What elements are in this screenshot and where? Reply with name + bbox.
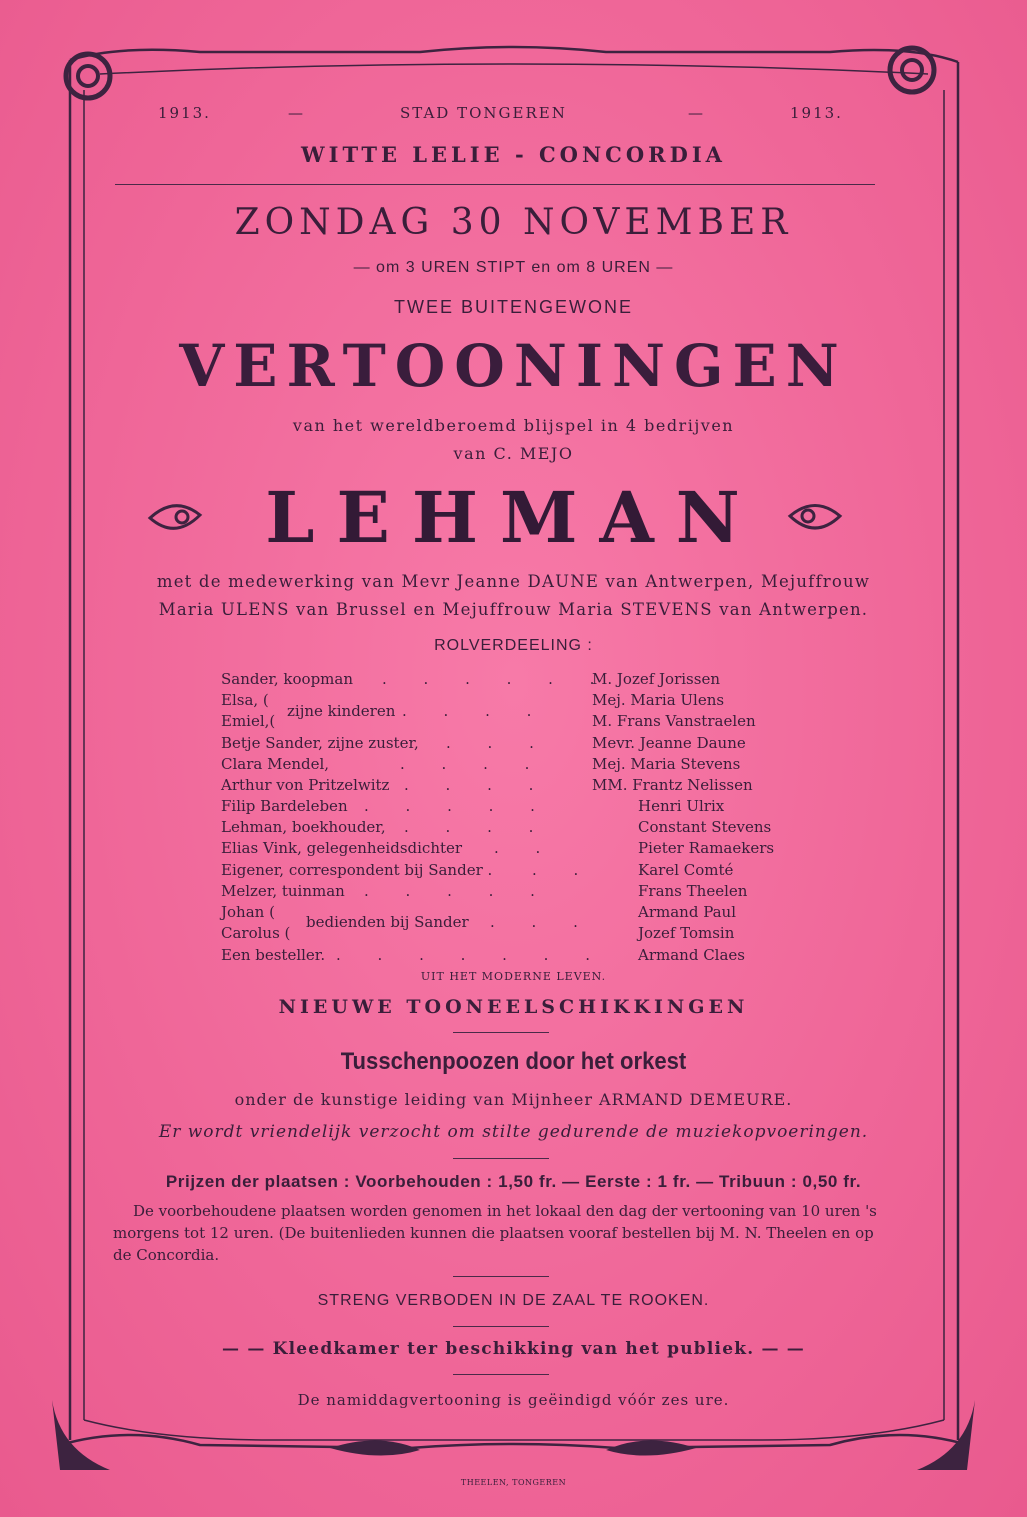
event-subtitle: van het wereldberoemd blijspel in 4 bedrijven — [292, 416, 735, 435]
reservation-paragraph: De voorbehoudene plaatsen worden genomen in het lokaal den dag der vertooning van 10 uren 's morgens tot 12 uren. (De buitenlieden kunnen die plaatsen vooraf bestellen bij M. N. Theelen en op de Concordia. — [113, 1202, 877, 1264]
cast-actor: Frans Theelen — [638, 882, 748, 900]
cast-heading: ROLVERDEELING : — [434, 637, 593, 654]
dot-leader: . . . . — [404, 818, 550, 836]
dash-right: — — [688, 104, 705, 122]
cast-role: Emiel,( — [221, 712, 276, 730]
cast-actor: M. Frans Vanstraelen — [592, 712, 756, 730]
orchestra-heading: Tusschenpoozen door het orkest — [340, 1048, 687, 1075]
cast-role: Eigener, correspondent bij Sander . — [221, 861, 493, 879]
event-date: ZONDAG 30 NOVEMBER — [234, 202, 793, 243]
cast-role: Johan ( — [221, 903, 275, 921]
cast-actor: Mej. Maria Ulens — [592, 691, 725, 709]
short-rule — [453, 1326, 549, 1327]
play-title: LEHMAN — [265, 476, 762, 559]
cast-actor: Armand Claes — [638, 946, 745, 964]
dot-leader: . . . . . — [364, 882, 551, 900]
event-title: VERTOONINGEN — [179, 332, 848, 400]
cooperation-line-1: met de medewerking van Mevr Jeanne DAUNE van Antwerpen, Mejuffrouw — [156, 572, 871, 591]
cast-role: Clara Mendel, — [221, 755, 330, 773]
short-rule — [453, 1032, 549, 1033]
cast-actor: Pieter Ramaekers — [638, 839, 775, 857]
printer-credit: THEELEN, TONGEREN — [460, 1478, 567, 1487]
cast-actor: Mevr. Jeanne Daune — [592, 734, 746, 752]
dot-leader: . . . . . . . — [336, 946, 606, 964]
cast-role: Lehman, boekhouder, — [221, 818, 386, 836]
event-pre-title: TWEE BUITENGEWONE — [393, 297, 633, 317]
dot-leader: . . . . — [402, 702, 548, 720]
dot-leader: . . . — [446, 734, 550, 752]
price-line: Prijzen der plaatsen : Voorbehouden : 1,50 fr. — Eerste : 1 fr. — Tribuun : 0,50 fr. — [165, 1172, 862, 1191]
society-name: WITTE LELIE - CONCORDIA — [301, 142, 726, 167]
header-rule — [115, 184, 875, 185]
cast-actor: M. Jozef Jorissen — [592, 670, 720, 688]
cast-actor: Karel Comté — [638, 861, 734, 879]
cast-role: Arthur von Pritzelwitz — [221, 776, 390, 794]
cooperation-line-2: Maria ULENS van Brussel en Mejuffrouw Maria STEVENS van Antwerpen. — [158, 600, 869, 619]
cast-actor: Jozef Tomsin — [638, 924, 735, 942]
cast-role: Sander, koopman — [221, 670, 353, 688]
cast-role: Filip Bardeleben — [221, 797, 348, 815]
year-right: 1913. — [790, 104, 843, 122]
silence-request: Er wordt vriendelijk verzocht om stilte gedurende de muziekopvoeringen. — [158, 1122, 869, 1142]
event-author: van C. MEJO — [453, 444, 574, 463]
cast-actor: Constant Stevens — [638, 818, 772, 836]
cast-role: Een besteller. — [221, 946, 326, 964]
cloakroom-notice: — — Kleedkamer ter beschikking van het publiek. — — — [222, 1339, 805, 1359]
dot-leader: . . . — [490, 913, 594, 931]
cast-role: Melzer, tuinman — [221, 882, 345, 900]
cast-role: Elsa, ( — [221, 691, 269, 709]
cast-actor: MM. Frantz Nelissen — [592, 776, 753, 794]
city-name: STAD TONGEREN — [400, 104, 567, 122]
orchestra-leader: onder de kunstige leiding van Mijnheer ARMAND DEMEURE. — [234, 1090, 793, 1109]
short-rule — [453, 1276, 549, 1277]
cast-role: Betje Sander, zijne zuster, — [221, 734, 419, 752]
event-times: — om 3 UREN STIPT en om 8 UREN — — [353, 259, 674, 276]
moderne-leven-note: UIT HET MODERNE LEVEN. — [420, 970, 607, 983]
cast-role: Carolus ( — [221, 924, 291, 942]
dot-leader: . . — [532, 861, 595, 879]
nieuwe-schikkingen: NIEUWE TOONEELSCHIKKINGEN — [278, 996, 749, 1018]
year-left: 1913. — [158, 104, 211, 122]
dot-leader: . . . . . . — [382, 670, 611, 688]
cast-group-label: zijne kinderen — [287, 702, 396, 720]
dot-leader: . . — [494, 839, 557, 857]
dash-left: — — [288, 104, 305, 122]
dot-leader: . . . . . — [364, 797, 551, 815]
cast-group-label: bedienden bij Sander — [306, 913, 469, 931]
dot-leader: . . . . — [400, 755, 546, 773]
dot-leader: . . . . — [404, 776, 550, 794]
short-rule — [453, 1374, 549, 1375]
cast-actor: Henri Ulrix — [638, 797, 725, 815]
no-smoking-notice: STRENG VERBODEN IN DE ZAAL TE ROOKEN. — [317, 1292, 710, 1309]
afternoon-end-notice: De namiddagvertooning is geëindigd vóór zes ure. — [297, 1391, 730, 1409]
cast-actor: Armand Paul — [638, 903, 737, 921]
short-rule — [453, 1158, 549, 1159]
cast-role: Elias Vink, gelegenheidsdichter — [221, 839, 463, 857]
cast-actor: Mej. Maria Stevens — [592, 755, 741, 773]
